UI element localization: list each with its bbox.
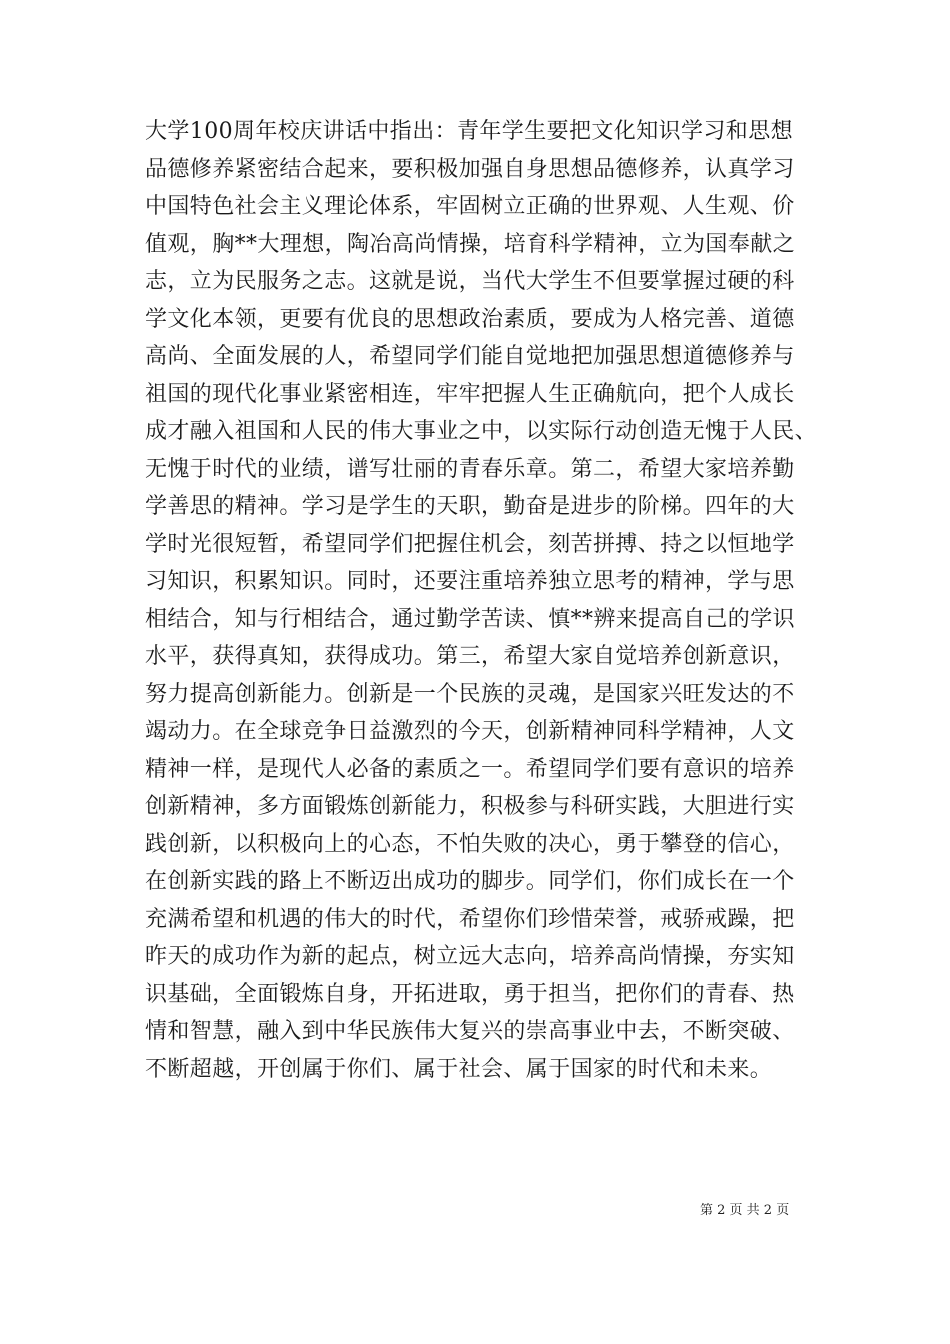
text-line: 无愧于时代的业绩，谱写壮丽的青春乐章。第二，希望大家培养勤 (145, 456, 795, 482)
text-line: 不断超越，开创属于你们、属于社会、属于国家的时代和未来。 (145, 1056, 773, 1082)
text-line: 习知识，积累知识。同时，还要注重培养独立思考的精神，学与思 (145, 569, 795, 594)
text-line: 品德修养紧密结合起来，要积极加强自身思想品德修养，认真学习 (145, 156, 795, 182)
text-line: 精神一样，是现代人必备的素质之一。希望同学们要有意识的培养 (145, 756, 795, 782)
text-line: 创新精神，多方面锻炼创新能力，积极参与科研实践，大胆进行实 (145, 794, 795, 819)
text-line: 充满希望和机遇的伟大的时代，希望你们珍惜荣誉，戒骄戒躁，把 (145, 906, 795, 932)
text-line: 值观，胸**大理想，陶冶高尚情操，培育科学精神，立为国奉献之 (145, 231, 796, 257)
text-line: 祖国的现代化事业紧密相连，牢牢把握人生正确航向，把个人成长 (145, 381, 795, 407)
text-line: 高尚、全面发展的人，希望同学们能自觉地把加强思想道德修养与 (145, 344, 795, 369)
text-line: 大学100周年校庆讲话中指出：青年学生要把文化知识学习和思想 (145, 119, 793, 144)
text-line: 践创新，以积极向上的心态，不怕失败的决心，勇于攀登的信心， (145, 831, 795, 857)
text-line: 识基础，全面锻炼自身，开拓进取，勇于担当，把你们的青春、热 (145, 981, 795, 1007)
text-line: 志，立为民服务之志。这就是说，当代大学生不但要掌握过硬的科 (145, 269, 795, 294)
text-line: 情和智慧，融入到中华民族伟大复兴的崇高事业中去，不断突破、 (145, 1019, 795, 1044)
text-line: 成才融入祖国和人民的伟大事业之中，以实际行动创造无愧于人民、 (145, 419, 818, 444)
text-line: 学善思的精神。学习是学生的天职，勤奋是进步的阶梯。四年的大 (145, 494, 795, 519)
text-line: 竭动力。在全球竞争日益激烈的今天，创新精神同科学精神，人文 (145, 719, 795, 744)
page-number: 第 2 页 共 2 页 (700, 1203, 790, 1218)
text-line: 学时光很短暂，希望同学们把握住机会，刻苦拼搏、持之以恒地学 (145, 531, 795, 557)
text-line: 昨天的成功作为新的起点，树立远大志向，培养高尚情操，夯实知 (145, 944, 795, 969)
text-line: 相结合，知与行相结合，通过勤学苦读、慎**辨来提高自己的学识 (145, 606, 796, 632)
text-line: 在创新实践的路上不断迈出成功的脚步。同学们，你们成长在一个 (145, 869, 795, 894)
text-line: 中国特色社会主义理论体系，牢固树立正确的世界观、人生观、价 (145, 194, 795, 219)
text-line: 水平，获得真知，获得成功。第三，希望大家自觉培养创新意识， (145, 644, 795, 669)
text-line: 学文化本领，更要有优良的思想政治素质，要成为人格完善、道德 (145, 306, 795, 332)
text-line: 努力提高创新能力。创新是一个民族的灵魂，是国家兴旺发达的不 (145, 681, 795, 707)
body-text (145, 113, 818, 1088)
